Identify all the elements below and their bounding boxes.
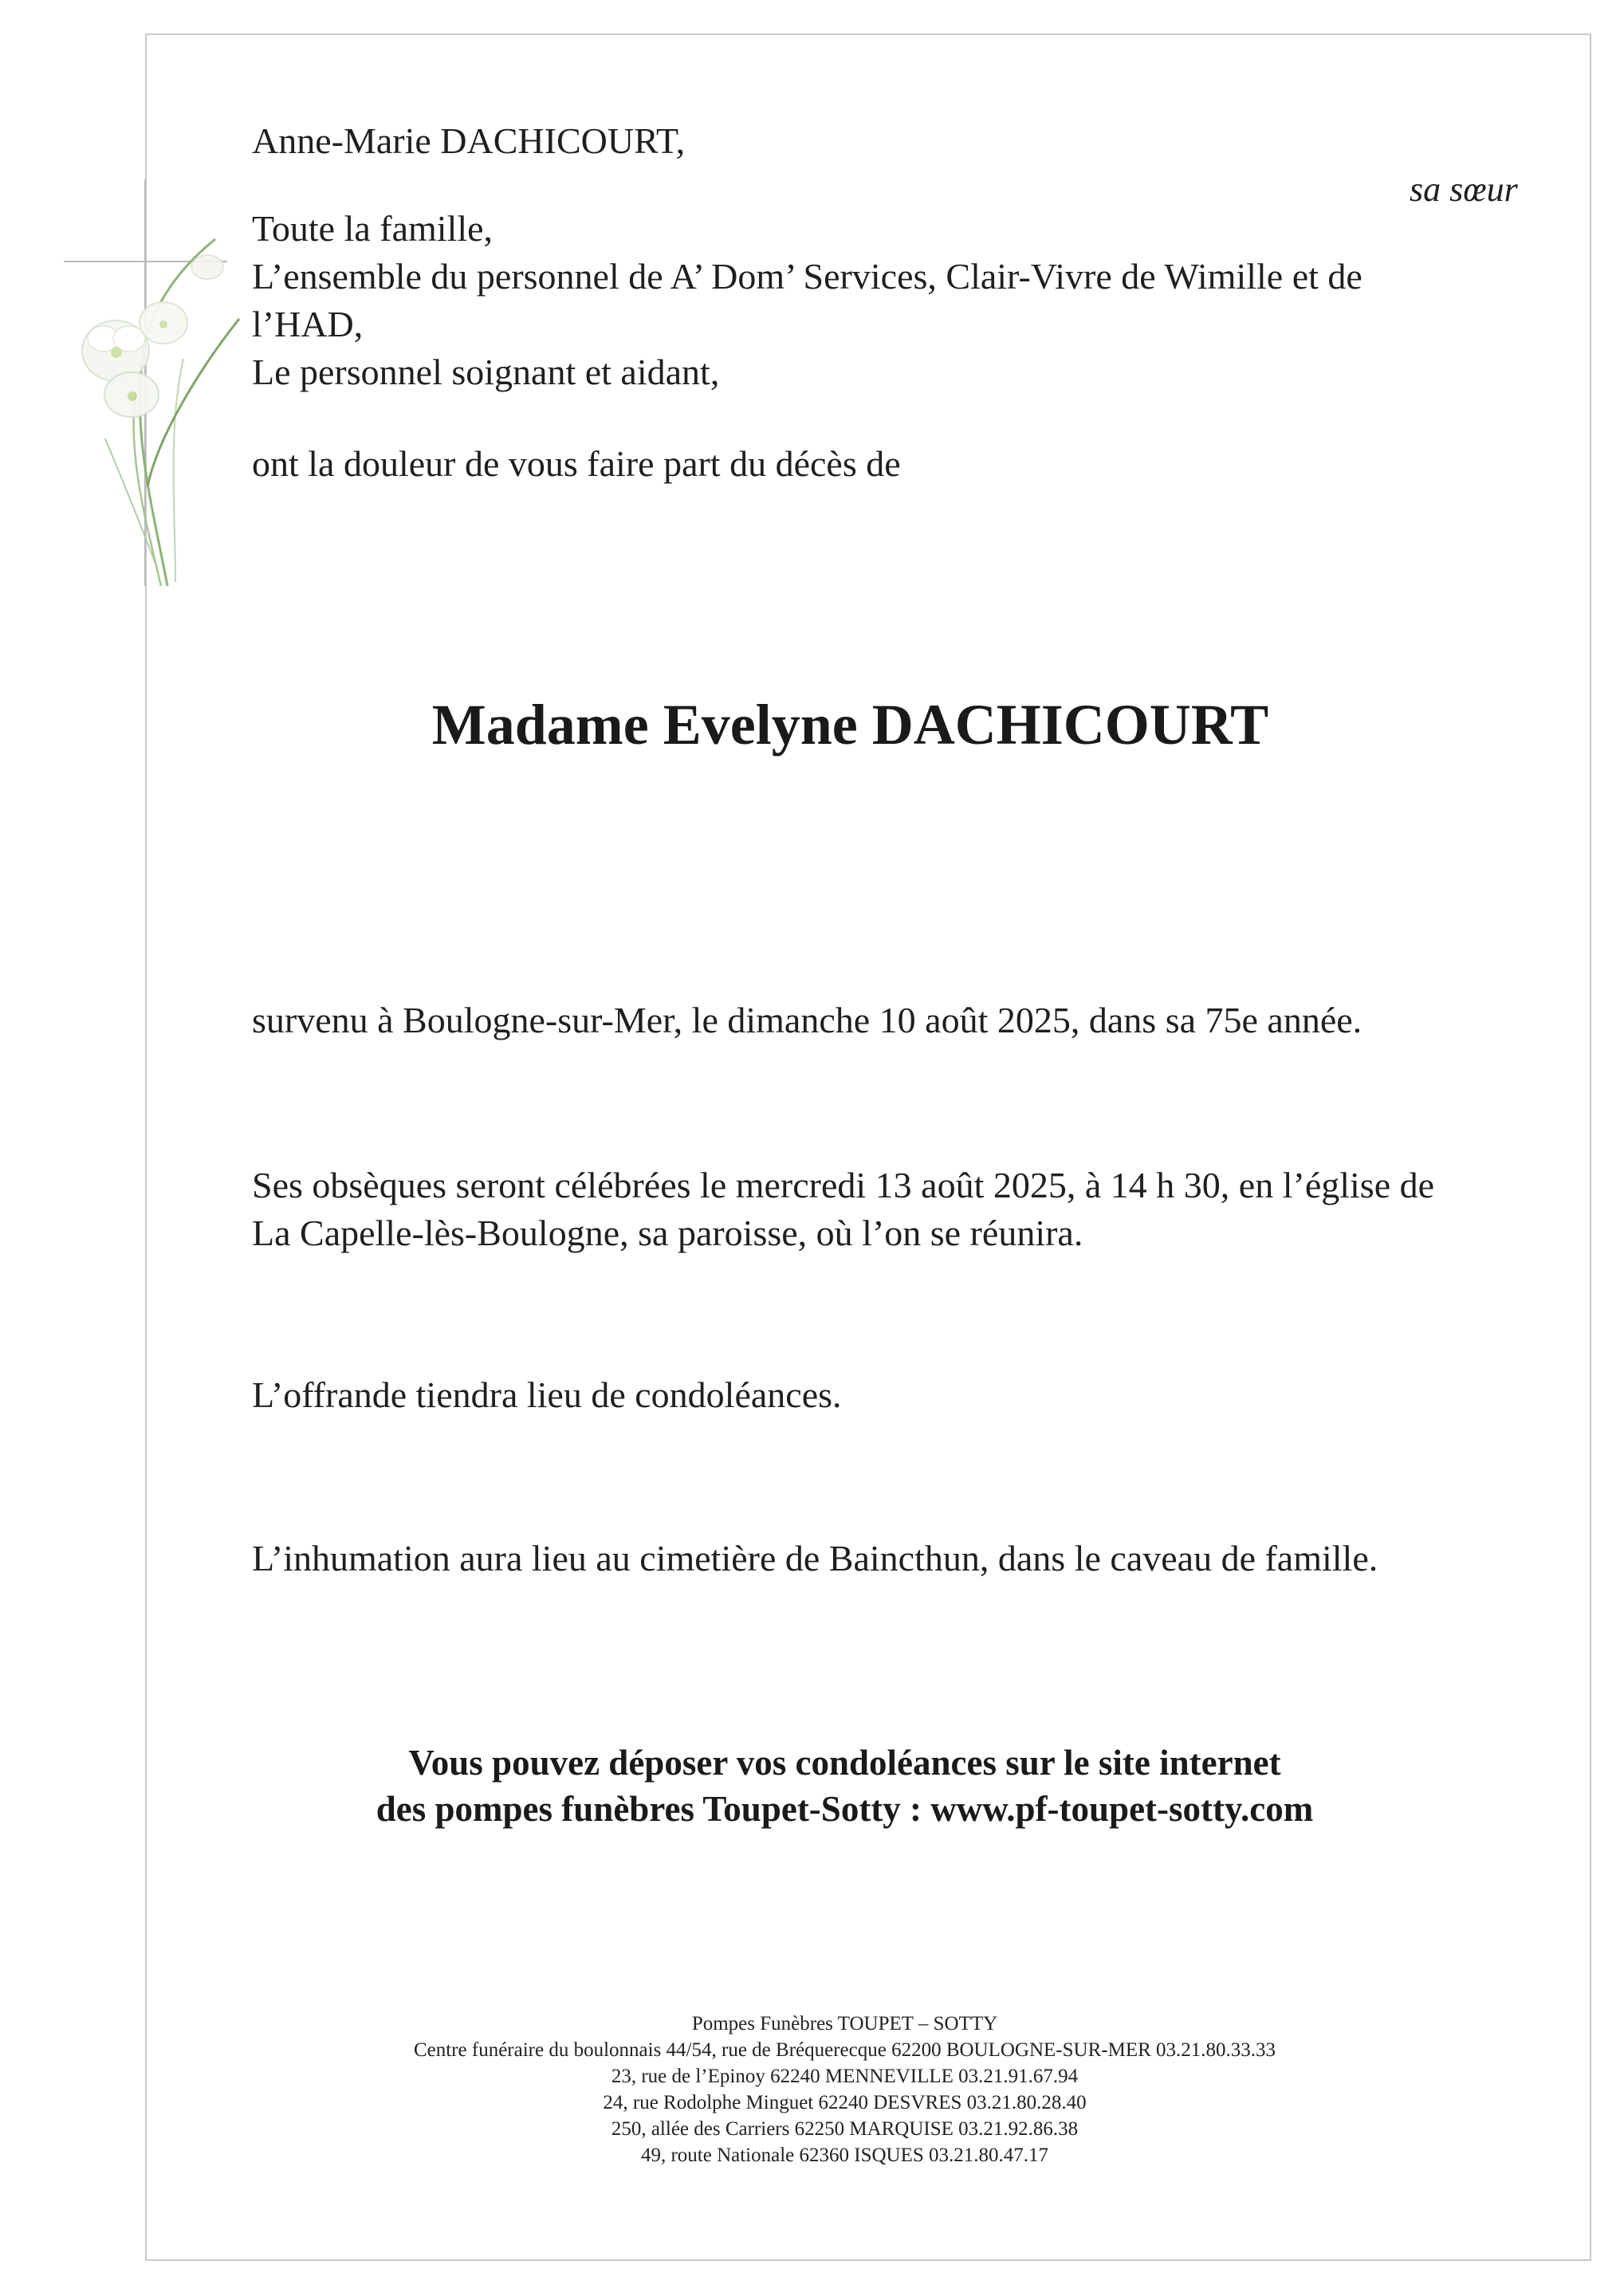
footer-line: 24, rue Rodolphe Minguet 62240 DESVRES 03.21.80.28.40 <box>603 2092 1087 2113</box>
cross-orchid-icon <box>56 167 247 598</box>
condolences-notice <box>0 1740 1624 1832</box>
footer-line: 23, rue de l’Epinoy 62240 MENNEVILLE 03.21.91.67.94 <box>611 2066 1079 2087</box>
burial-info: L’inhumation aura lieu au cimetière de Baincthun, dans le caveau de famille. <box>252 1538 1378 1578</box>
footer-line: Pompes Funèbres TOUPET – SOTTY <box>691 2013 998 2035</box>
sender-line: Le personnel soignant et aidant, <box>252 352 720 392</box>
funeral-home-footer <box>0 2011 1624 2168</box>
condolences-line: des pompes funèbres Toupet-Sotty : www.pf-toupet-sotty.com <box>376 1789 1314 1829</box>
sender-line: L’ensemble du personnel de A’ Dom’ Services, Clair-Vivre de Wimille et de <box>252 256 1363 297</box>
footer-line: 250, allée des Carriers 62250 MARQUISE 03.21.92.86.38 <box>611 2118 1079 2140</box>
deceased-name: Madame Evelyne DACHICOURT <box>431 693 1269 757</box>
death-info: survenu à Boulogne-sur-Mer, le dimanche 10 août 2025, dans sa 75e année. <box>252 1000 1363 1040</box>
funeral-info <box>252 1162 1434 1257</box>
sender-relation: sa sœur <box>1410 170 1518 209</box>
footer-line: 49, route Nationale 62360 ISQUES 03.21.80.47.17 <box>640 2145 1049 2166</box>
funeral-line: La Capelle-lès-Boulogne, sa paroisse, où l’on se réunira. <box>252 1213 1083 1253</box>
funeral-line: Ses obsèques seront célébrées le mercredi 13 août 2025, à 14 h 30, en l’église de <box>252 1165 1435 1205</box>
sender-primary: Anne-Marie DACHICOURT, <box>252 120 686 161</box>
announcement: ont la douleur de vous faire part du décès de <box>252 443 901 484</box>
footer-line: Centre funéraire du boulonnais 44/54, rue de Bréquerecque 62200 BOULOGNE-SUR-MER 03.21.80.33.33 <box>413 2039 1276 2061</box>
sender-line: l’HAD, <box>252 304 364 344</box>
sender-line: Toute la famille, <box>252 208 493 249</box>
family-senders <box>252 205 1363 396</box>
condolences-line: Vous pouvez déposer vos condoléances sur le site internet <box>408 1743 1281 1783</box>
offering-note: L’offrande tiendra lieu de condoléances. <box>252 1374 842 1415</box>
